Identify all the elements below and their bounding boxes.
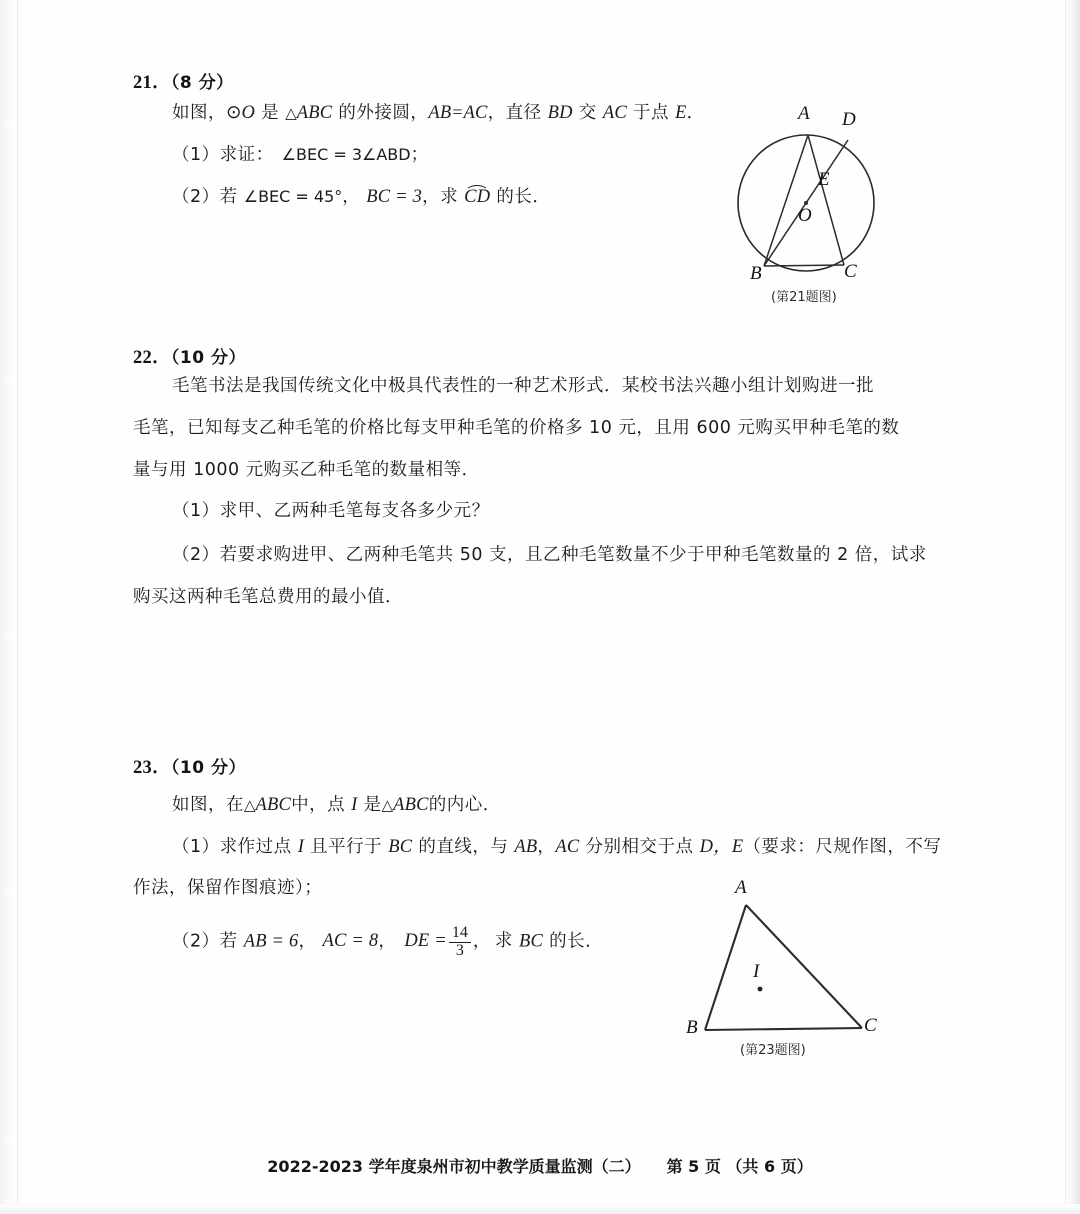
part-2-ask: 求 xyxy=(440,187,465,207)
problem-23-stem xyxy=(172,796,501,815)
problem-23-points: （10 分） xyxy=(170,758,246,778)
equals-sign: = xyxy=(452,102,463,122)
stem-cross: 交 xyxy=(572,103,603,123)
circle-symbol: ⊙ xyxy=(226,103,242,123)
p23-p1-ab: AB xyxy=(514,837,538,857)
p23-p1-b: 且平行于 xyxy=(304,837,389,857)
problem-22-body-2: 毛笔，已知每支乙种毛笔的价格比每支甲种毛笔的价格多 10 元，且用 600 元购买甲种毛笔的数 xyxy=(133,418,900,438)
figure-21-svg xyxy=(730,105,910,285)
problem-22-part-2-label: （2） xyxy=(172,545,220,565)
figure-21-label-e: E xyxy=(818,169,830,190)
figure-21-label-o: O xyxy=(798,205,812,226)
ab-term: AB xyxy=(428,103,452,123)
segment-ab xyxy=(764,135,808,266)
figure-23-caption: (第23题图) xyxy=(740,1043,806,1058)
figure-problem-23 xyxy=(686,877,890,1040)
problem-23-part-1-line-1 xyxy=(172,838,941,857)
stem-prefix: 如图， xyxy=(172,103,226,123)
part-2-tail: 的长． xyxy=(490,187,551,207)
problem-21-points: （8 分） xyxy=(170,73,234,93)
p23-p2-sep3: ， xyxy=(472,931,491,952)
part-1-label: （1） xyxy=(172,145,220,165)
problem-22-line-2 xyxy=(133,420,899,438)
part-2-text: 若 xyxy=(219,187,244,207)
p23-p1-line2: 作法，保留作图痕迹）； xyxy=(133,878,323,898)
problem-21-stem xyxy=(172,103,705,123)
problem-21-number: 21．（8 分） xyxy=(133,73,234,93)
ac-term: AC xyxy=(463,103,488,123)
footer-exam-title: 2022-2023 学年度泉州市初中教学质量监测（二） xyxy=(267,1157,641,1176)
p23-p1-i: I xyxy=(297,837,305,857)
figure-23-label-b: B xyxy=(686,1017,698,1038)
bd-term: BD xyxy=(547,103,573,123)
part-2-sep-1: ， xyxy=(342,187,361,207)
stem-mid: 的外接圆， xyxy=(332,103,429,123)
p23-point-i: I xyxy=(351,795,358,815)
p23-p2-bc: BC xyxy=(519,931,544,952)
p23-p2-ab: AB = 6 xyxy=(243,931,299,952)
circle-center-label: O xyxy=(241,103,256,123)
problem-23-index: 23 xyxy=(133,758,153,778)
p23-p1-d: 分别相交于点 xyxy=(579,837,700,857)
p23-stem-tail: 的内心． xyxy=(428,795,501,815)
p23-p1-c: 的直线，与 xyxy=(412,837,515,857)
problem-23-part-1-line-2 xyxy=(133,880,322,898)
p23-p1-bc: BC xyxy=(388,837,413,857)
footer-page-label: 第 5 页 （共 6 页） xyxy=(666,1157,813,1176)
p23-stem-mid: 中，点 xyxy=(291,795,352,815)
problem-22-line-3 xyxy=(133,462,480,480)
problem-22-points: （10 分） xyxy=(170,348,246,368)
p23-p1-ac: AC xyxy=(555,837,580,857)
problem-22-part-1 xyxy=(172,503,490,521)
problem-22-part-1-label: （1） xyxy=(172,501,220,521)
problem-22-index: 22 xyxy=(133,348,153,368)
problem-22-part-2-text-2: 购买这两种毛笔总费用的最小值． xyxy=(133,587,403,607)
p23-p2-ask: 求 xyxy=(494,931,519,952)
p23-p1-e: （要求：尺规作图，不写 xyxy=(743,837,942,857)
triangle-side-ac xyxy=(746,905,862,1028)
p23-triangle-abc-2: ABC xyxy=(393,795,429,815)
stem-comma: ， xyxy=(487,103,506,123)
problem-22-part-2-text-1: 若要求购进甲、乙两种毛笔共 50 支，且乙种毛笔数量不少于甲种毛笔数量的 2 倍，试求 xyxy=(219,545,927,565)
p23-stem-prefix: 如图，在 xyxy=(172,795,244,815)
figure-23-label-c: C xyxy=(864,1015,877,1036)
figure-23-svg xyxy=(690,885,890,1040)
problem-22-number: 22．（10 分） xyxy=(133,348,246,368)
p23-p2-sep1: ， xyxy=(298,931,317,952)
p23-p1-comma: ， xyxy=(537,837,556,857)
p23-part-2-label: （2） xyxy=(172,931,220,952)
figure-21-caption: (第21题图) xyxy=(771,290,837,305)
figure-23-label-i: I xyxy=(753,961,760,982)
figure-21-label-d: D xyxy=(842,109,856,130)
problem-21-index: 21 xyxy=(133,73,153,93)
p23-p2-de-label: DE = xyxy=(404,931,447,952)
fraction-numerator: 14 xyxy=(451,924,468,941)
incenter-point-i xyxy=(758,987,763,992)
p23-p2-sep2: ， xyxy=(378,931,397,952)
e-point: E xyxy=(675,103,687,123)
stem-is: 是 xyxy=(255,103,286,123)
problem-22-body-1: 毛笔书法是我国传统文化中极具代表性的一种艺术形式．某校书法兴趣小组计划购进一批 xyxy=(172,376,874,396)
part-2-label: （2） xyxy=(172,187,220,207)
part-2-math-1: ∠BEC = 45° xyxy=(243,187,343,206)
problem-21-part-2 xyxy=(172,186,550,207)
p23-p2-tail: 的长． xyxy=(543,931,604,952)
part-1-math: ∠BEC = 3∠ABD xyxy=(281,145,411,164)
stem-period: ． xyxy=(686,103,705,123)
problem-22-line-1 xyxy=(172,378,874,396)
problem-22-body-3: 量与用 1000 元购买乙种毛笔的数量相等． xyxy=(133,460,480,480)
problem-22-part-2-line-1 xyxy=(172,547,927,565)
p23-stem-is: 是 xyxy=(357,795,382,815)
triangle-symbol: △ xyxy=(285,104,297,122)
stem-diameter: 直径 xyxy=(505,103,548,123)
arc-cd: CD xyxy=(464,187,491,207)
problem-21-part-1 xyxy=(172,146,429,165)
part-2-math-2: BC = 3 xyxy=(366,187,423,207)
p23-p1-a: 求作过点 xyxy=(219,837,298,857)
problem-23-number: 23．（10 分） xyxy=(133,758,246,778)
part-1-text: 求证： xyxy=(219,145,274,165)
part-2-sep-2: ， xyxy=(422,187,441,207)
p23-p2-prefix: 若 xyxy=(219,931,244,952)
fraction-denominator: 3 xyxy=(449,942,471,960)
figure-21-label-a: A xyxy=(798,103,810,124)
problem-23-part-2 xyxy=(172,925,603,959)
p23-part-1-label: （1） xyxy=(172,837,220,857)
problem-22-part-1-text: 求甲、乙两种毛笔每支各多少元？ xyxy=(219,501,490,521)
p23-triangle-symbol: △ xyxy=(244,796,256,814)
ac-term-2: AC xyxy=(602,103,627,123)
triangle-side-ab xyxy=(705,905,746,1030)
triangle-abc: ABC xyxy=(296,103,333,123)
figure-21-label-b: B xyxy=(750,263,762,284)
figure-23-label-a: A xyxy=(735,877,747,898)
part-1-tail: ； xyxy=(410,145,429,165)
page-footer xyxy=(0,1154,1080,1177)
p23-triangle-symbol-2: △ xyxy=(381,796,394,814)
stem-at: 于点 xyxy=(626,103,676,123)
p23-triangle-abc: ABC xyxy=(255,795,292,815)
fraction-de xyxy=(449,925,471,959)
p23-p1-de: D，E xyxy=(699,837,744,857)
problem-22-part-2-line-2 xyxy=(133,589,403,607)
triangle-side-bc xyxy=(705,1028,862,1030)
figure-21-label-c: C xyxy=(844,261,857,282)
segment-bc xyxy=(764,265,844,266)
p23-p2-ac: AC = 8 xyxy=(322,931,379,952)
figure-problem-21 xyxy=(730,105,910,285)
